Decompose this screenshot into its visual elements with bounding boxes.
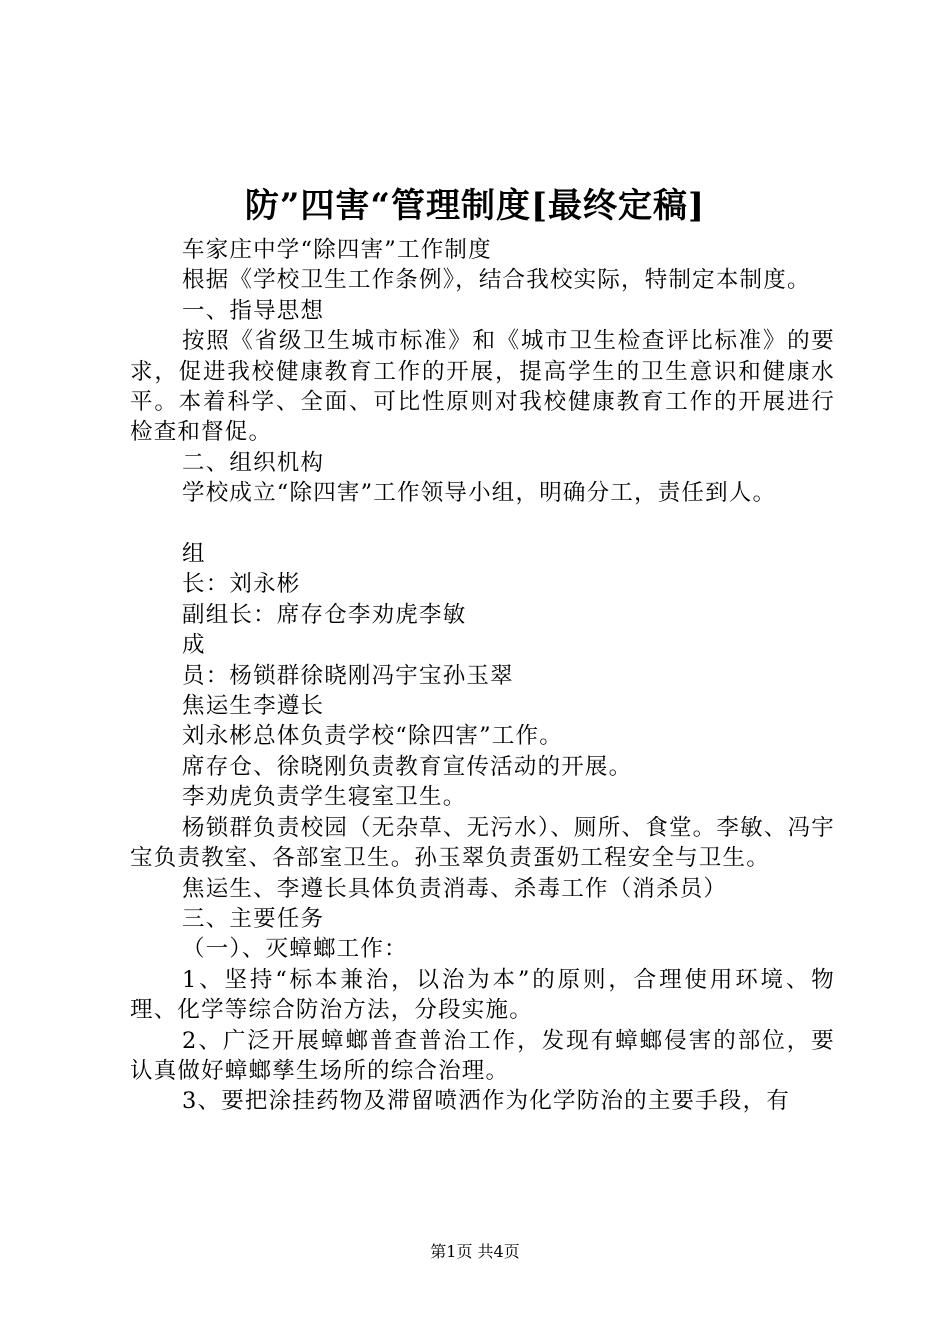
paragraph-standards: 按照《省级卫生城市标准》和《城市卫生检查评比标准》的要求，促进我校健康教育工作的开展，提高学生的卫生意识和健康水平。本着科学、全面、可比性原则对我校健康教育工作的开展进行检查和督促。 [130, 328, 835, 446]
paragraph-members-cont: 焦运生李遵长 [182, 693, 325, 720]
paragraph-item-2: 2、广泛开展蟑螂普查普治工作，发现有蟑螂侵害的部位，要认真做好蟑螂孳生场所的综合治理。 [130, 1027, 835, 1084]
heading-cockroach-control: （一）、灭蟑螂工作： [182, 936, 408, 963]
document-body [130, 235, 835, 1117]
paragraph-leader-label: 组 [182, 541, 206, 568]
paragraph-item-3: 3、要把涂挂药物及滞留喷洒作为化学防治的主要手段，有 [182, 1088, 791, 1115]
paragraph-duty-overall: 刘永彬总体负责学校“除四害”工作。 [182, 723, 563, 750]
page-footer: 第1页 共4页 [430, 1242, 520, 1261]
paragraph-members: 员：杨锁群徐晓刚冯宇宝孙玉翠 [182, 662, 514, 689]
paragraph-item-1: 1、坚持“标本兼治，以治为本”的原则，合理使用环境、物理、化学等综合防治方法，分段实施。 [130, 966, 835, 1024]
paragraph-duty-campus: 杨锁群负责校园（无杂草、无污水）、厕所、食堂。李敏、冯宇宝负责教室、各部室卫生。孙玉翠负责蛋奶工程安全与卫生。 [130, 814, 835, 872]
paragraph-leader: 长：刘永彬 [182, 571, 301, 598]
paragraph-deputy-leaders: 副组长：席存仓李劝虎李敏 [182, 601, 467, 628]
paragraph-leading-group: 学校成立“除四害”工作领导小组，明确分工，责任到人。 [182, 480, 777, 507]
paragraph-members-label: 成 [182, 632, 206, 659]
heading-main-tasks: 三、主要任务 [182, 905, 325, 932]
paragraph-basis: 根据《学校卫生工作条例》，结合我校实际，特制定本制度。 [182, 267, 811, 294]
heading-organization: 二、组织机构 [182, 449, 325, 476]
heading-guiding-ideology: 一、指导思想 [182, 297, 325, 324]
blank-line [130, 509, 835, 539]
paragraph-school-title: 车家庄中学“除四害”工作制度 [182, 237, 492, 263]
paragraph-duty-disinfection: 焦运生、李遵长具体负责消毒、杀毒工作（消杀员） [182, 875, 728, 902]
paragraph-duty-dormitory: 李劝虎负责学生寝室卫生。 [182, 784, 467, 811]
document-title: 防”四害“管理制度[最终定稿] [244, 186, 706, 226]
paragraph-duty-education: 席存仓、徐晓刚负责教育宣传活动的开展。 [182, 753, 633, 780]
